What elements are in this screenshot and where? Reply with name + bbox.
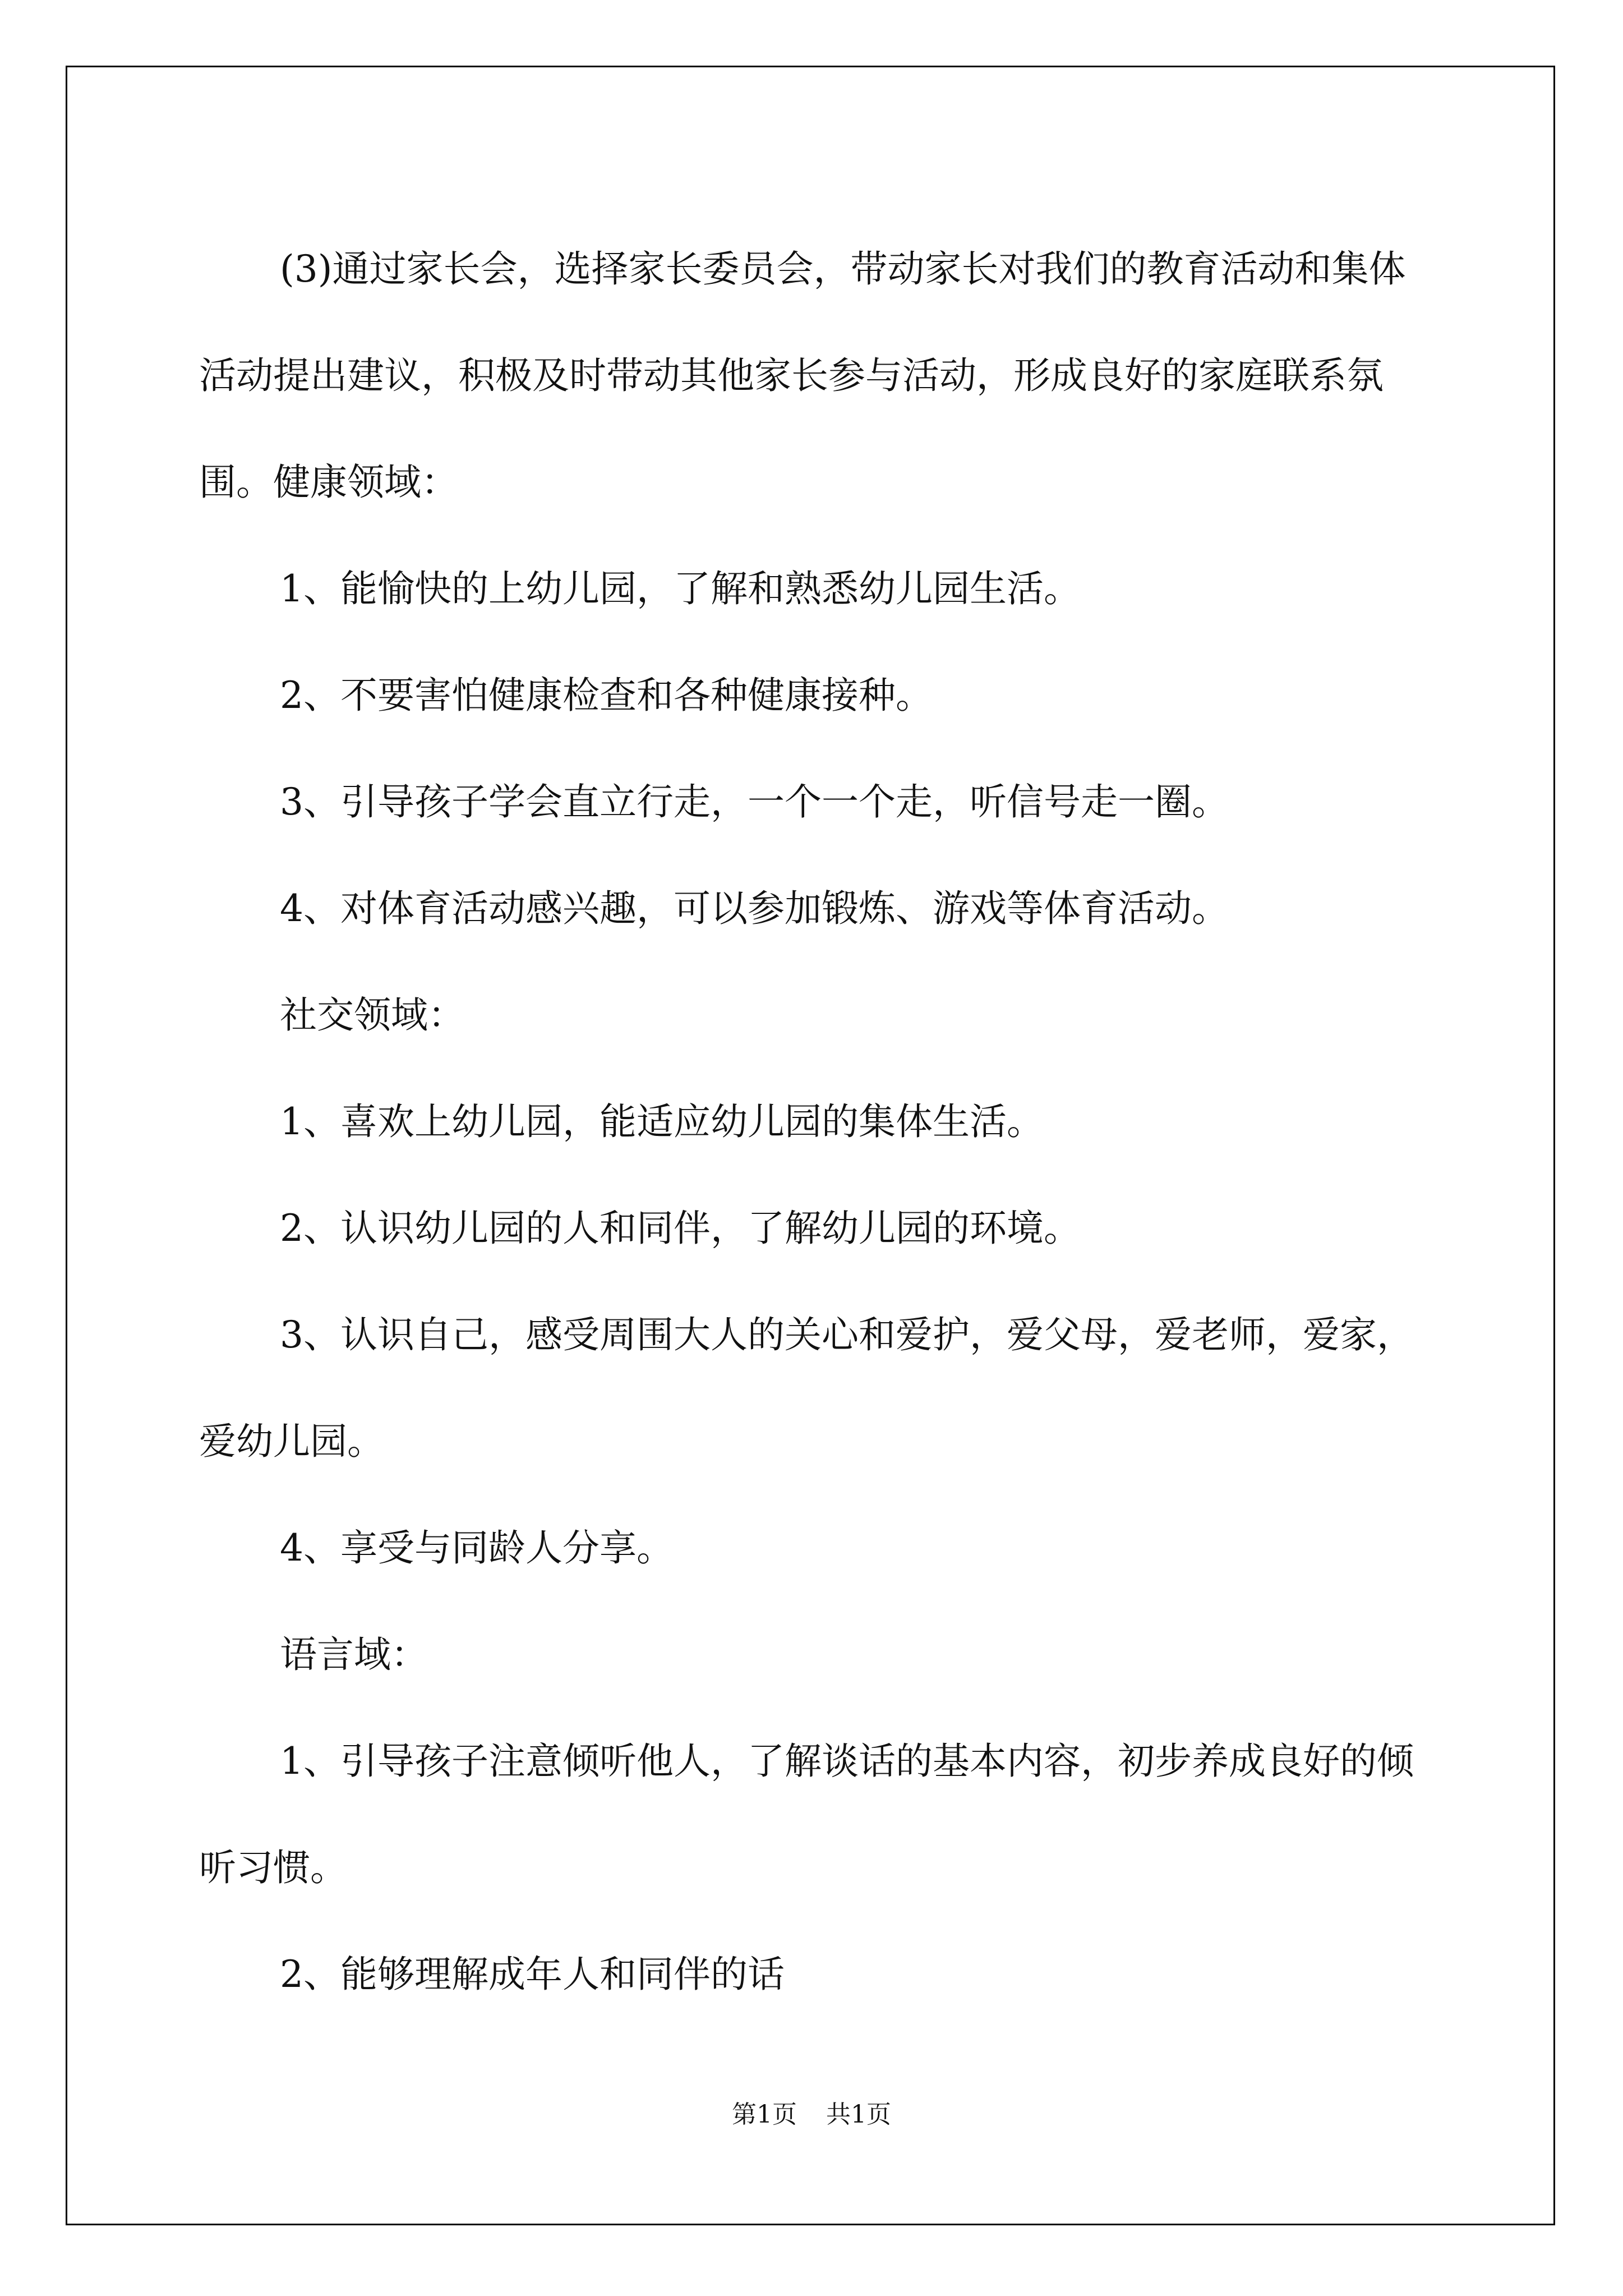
paragraph: 1、引导孩子注意倾听他人，了解谈话的基本内容，初步养成良好的倾听习惯。 [199, 1740, 1414, 1889]
paragraph: 4、享受与同龄人分享。 [280, 1526, 674, 1570]
page-number-current: 第1页 [732, 2100, 797, 2129]
section-heading: 社交领域： [280, 993, 465, 1037]
section-heading: 语言域： [280, 1633, 428, 1676]
page-number-total: 共1页 [826, 2100, 891, 2129]
paragraph: (3)通过家长会，选择家长委员会，带动家长对我们的教育活动和集体活动提出建议，积极及时带动其他家长参与活动，形成良好的家庭联系氛围。健康领域： [199, 247, 1406, 504]
paragraph: 2、认识幼儿园的人和同伴，了解幼儿园的环境。 [280, 1207, 1081, 1250]
paragraph: 1、能愉快的上幼儿园，了解和熟悉幼儿园生活。 [280, 567, 1081, 610]
page-footer [0, 2094, 1623, 2130]
paragraph: 2、不要害怕健康检查和各种健康接种。 [280, 674, 933, 717]
paragraph: 2、能够理解成年人和同伴的话 [280, 1953, 785, 1996]
paragraph: 4、对体育活动感兴趣，可以参加锻炼、游戏等体育活动。 [280, 887, 1229, 930]
paragraph: 1、喜欢上幼儿园，能适应幼儿园的集体生活。 [280, 1100, 1044, 1143]
paragraph: 3、引导孩子学会直立行走，一个一个走，听信号走一圈。 [280, 780, 1229, 823]
paragraph: 3、认识自己，感受周围大人的关心和爱护，爱父母，爱老师，爱家，爱幼儿园。 [199, 1313, 1414, 1463]
document-body [199, 216, 1438, 2028]
